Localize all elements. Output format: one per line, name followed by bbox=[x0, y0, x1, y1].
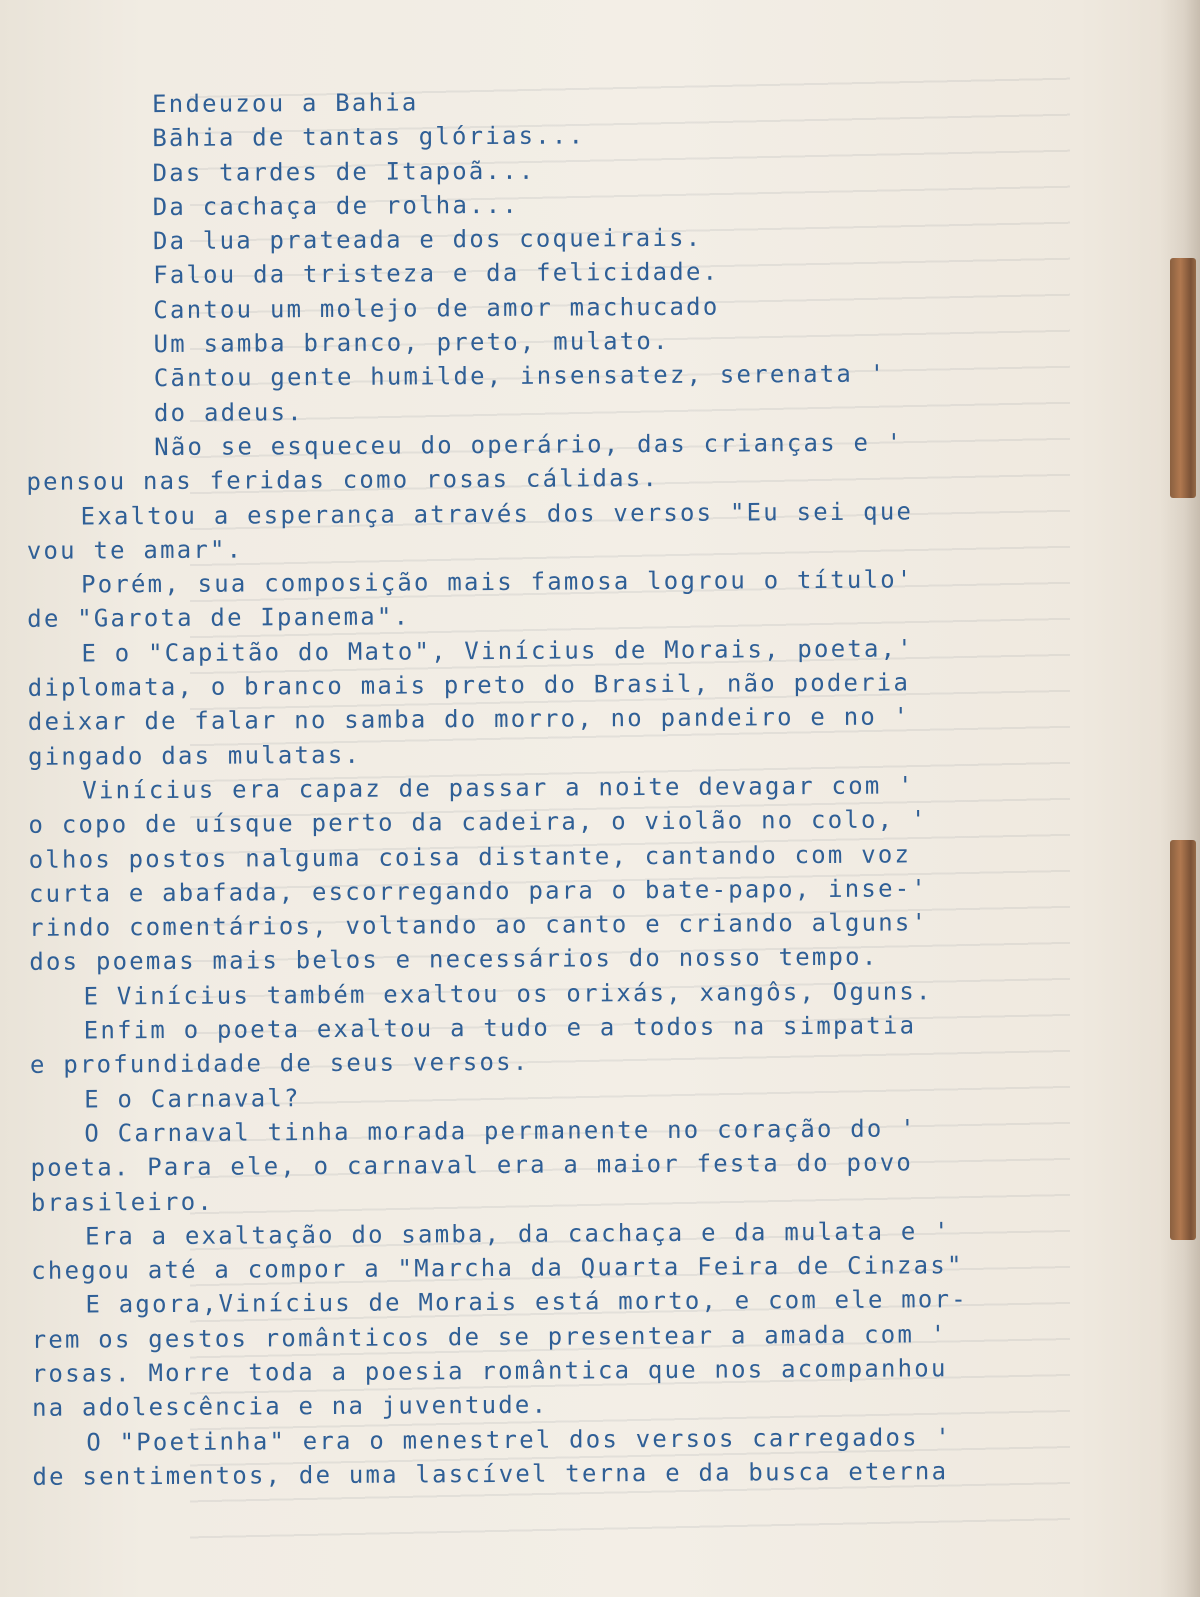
text-line: Bāhia de tantas glórias... bbox=[152, 121, 586, 153]
text-line: E o Carnaval? bbox=[84, 1083, 301, 1114]
text-line: Cāntou gente humilde, insensatez, serenata ' bbox=[153, 359, 887, 393]
text-line: curta e abafada, escorregando para o bate-papo, inse-' bbox=[28, 874, 929, 908]
text-line: de "Garota de Ipanema". bbox=[27, 602, 411, 634]
text-line: Não se esqueceu do operário, das crianças e ' bbox=[154, 428, 904, 462]
text-line: rem os gestos românticos de se presentear a amada com ' bbox=[31, 1319, 948, 1354]
text-line: brasileiro. bbox=[30, 1187, 215, 1217]
text-line: Falou da tristeza e da felicidade. bbox=[153, 258, 720, 290]
text-line: E o "Capitão do Mato", Vinícius de Morais, poeta,' bbox=[81, 634, 914, 668]
text-line: de sentimentos, de uma lascível terna e da busca eterna bbox=[32, 1457, 949, 1491]
text-line: Das tardes de Itapoã... bbox=[152, 156, 536, 187]
text-line: do adeus. bbox=[153, 397, 304, 427]
text-line: E agora,Vinícius de Morais está morto, e com ele mor- bbox=[85, 1285, 968, 1319]
text-line: chegou até a compor a "Marcha da Quarta Feira de Cinzas" bbox=[31, 1251, 964, 1285]
text-line: Da cachaça de rolha... bbox=[152, 190, 520, 221]
text-line: O Carnaval tinha morada permanente no coração do ' bbox=[84, 1114, 917, 1148]
typewritten-text bbox=[0, 81, 1149, 1494]
text-line: diplomata, o branco mais preto do Brasil, não poderia bbox=[27, 668, 911, 702]
text-line: Cantou um molejo de amor machucado bbox=[153, 292, 720, 324]
text-line: rosas. Morre toda a poesia romântica que nos acompanhou bbox=[31, 1354, 948, 1388]
text-line: e profundidade de seus versos. bbox=[29, 1048, 530, 1080]
text-line: Porém, sua composição mais famosa logrou o título' bbox=[80, 565, 914, 599]
text-line: rindo comentários, voltando ao canto e criando alguns' bbox=[29, 908, 929, 942]
text-line: Enfim o poeta exaltou a tudo e a todos na simpatia bbox=[83, 1011, 917, 1045]
text-line: O "Poetinha" era o menestrel dos versos carregados ' bbox=[86, 1422, 953, 1457]
text-line: olhos postos nalguma coisa distante, cantando com voz bbox=[28, 839, 912, 874]
rusty-staple-top bbox=[1170, 258, 1196, 498]
text-line: gingado das mulatas. bbox=[27, 740, 362, 771]
text-line: Exaltou a esperança através dos versos "Eu sei que bbox=[80, 496, 914, 531]
text-line: pensou nas feridas como rosas cálidas. bbox=[26, 464, 660, 497]
page-edge-shadow bbox=[1160, 0, 1200, 1597]
text-line: poeta. Para ele, o carnaval era a maior festa do povo bbox=[30, 1148, 914, 1183]
text-line: Um samba branco, preto, mulato. bbox=[153, 326, 670, 359]
text-line: dos poemas mais belos e necessários do nosso tempo. bbox=[29, 943, 879, 977]
text-line: Vinícius era capaz de passar a noite devagar com ' bbox=[82, 771, 915, 805]
text-line: o copo de uísque perto da cadeira, o violão no colo, ' bbox=[28, 805, 928, 840]
rusty-staple-bottom bbox=[1170, 840, 1196, 1240]
text-line: Endeuzou a Bahia bbox=[152, 88, 419, 119]
text-line: deixar de falar no samba do morro, no pandeiro e no ' bbox=[27, 702, 911, 737]
text-line: Da lua prateada e dos coqueirais. bbox=[152, 223, 703, 256]
text-line: Era a exaltação do samba, da cachaça e da mulata e ' bbox=[84, 1217, 951, 1251]
text-line: na adolescência e na juventude. bbox=[31, 1390, 549, 1423]
text-line: E Vinícius também exaltou os orixás, xangôs, Oguns. bbox=[83, 977, 933, 1011]
text-line: vou te amar". bbox=[26, 535, 244, 565]
